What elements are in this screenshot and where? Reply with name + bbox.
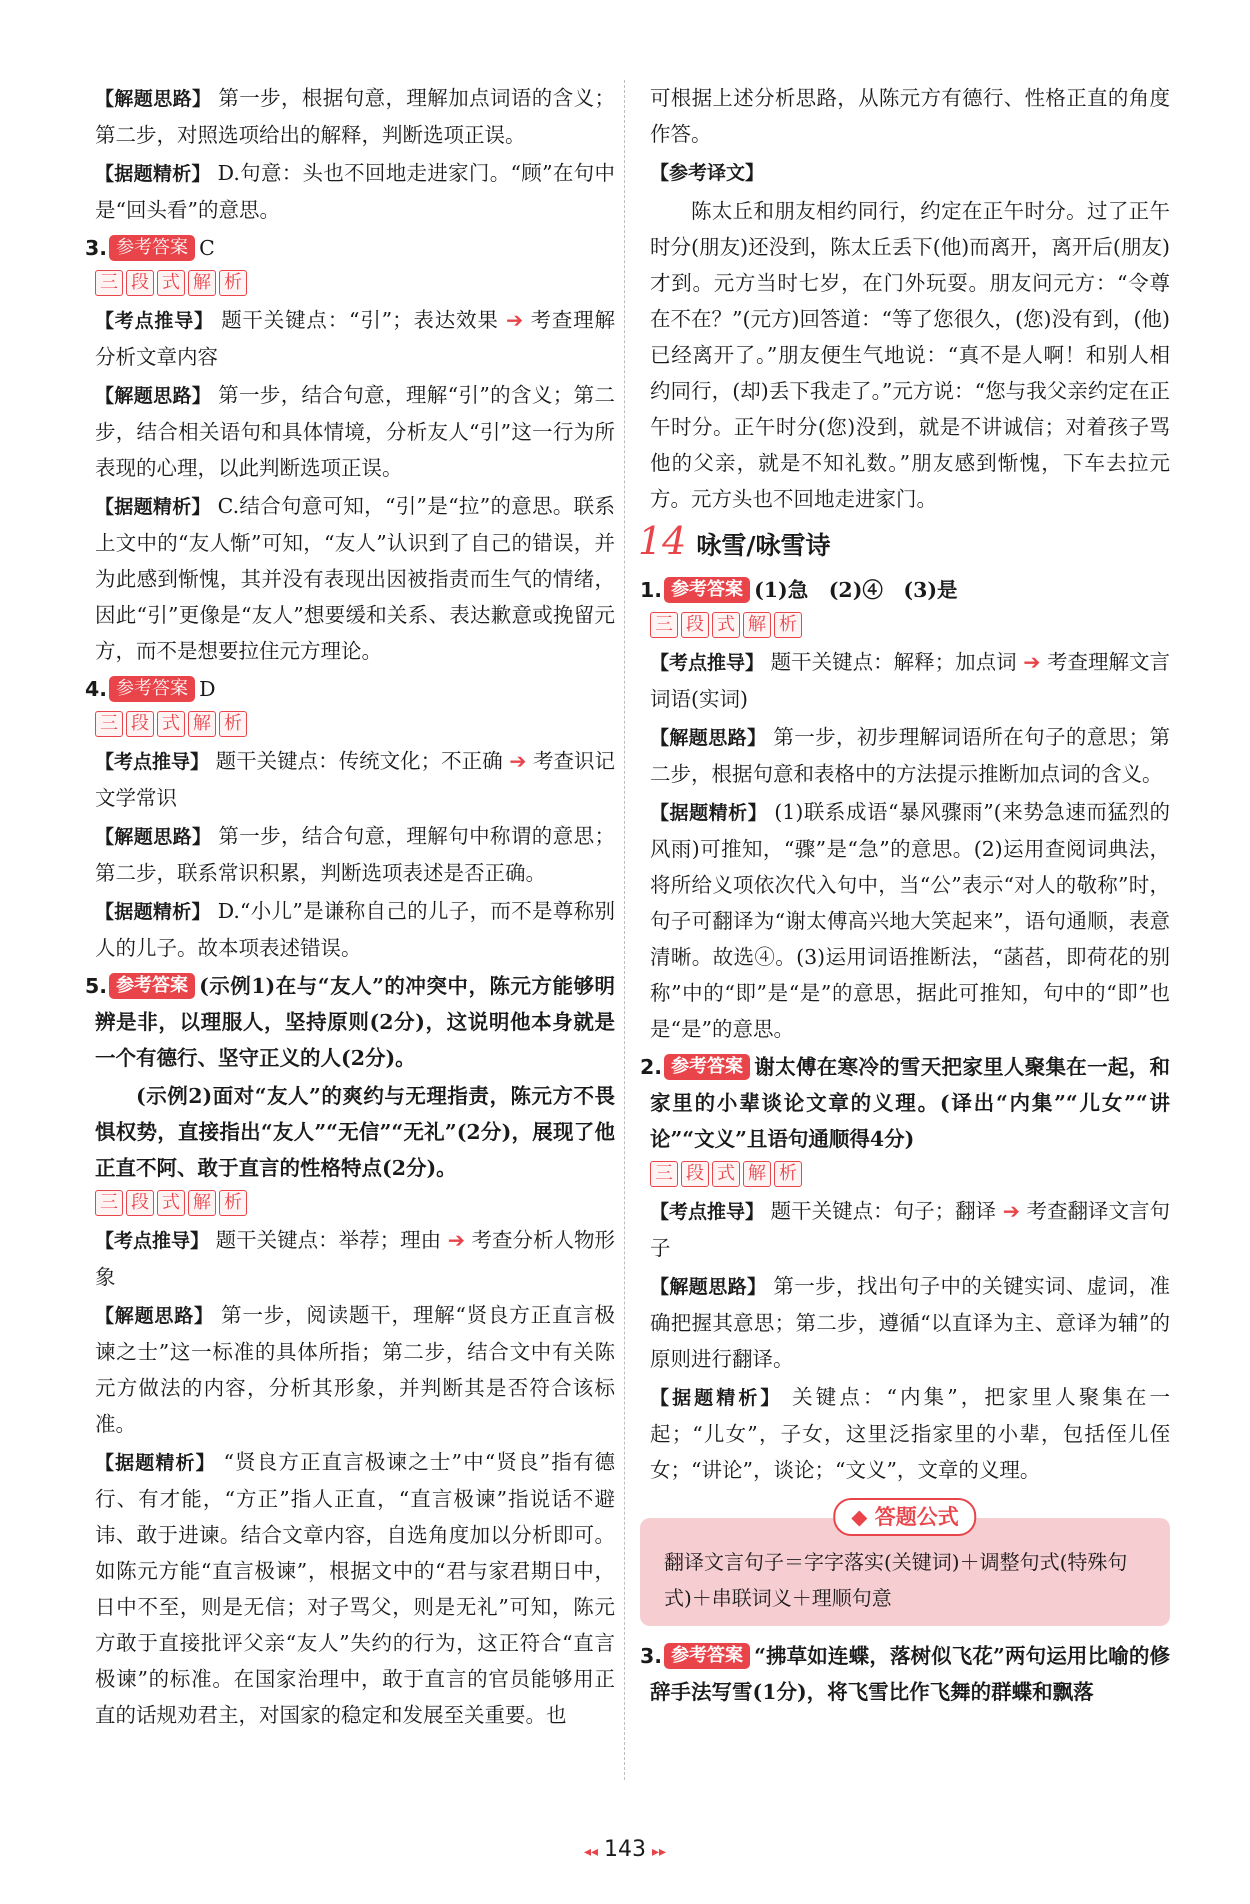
paragraph: 【据题精析】 D.“小儿”是谦称自己的儿子，而不是尊称别人的儿子。故本项表述错误。 xyxy=(95,899,615,960)
translation-heading: 【参考译文】 xyxy=(650,162,765,184)
formula-title: ◆ 答题公式 xyxy=(833,1498,976,1536)
formula-text: 翻译文言句子＝字字落实(关键词)＋调整句式(特殊句式)＋串联词义＋理顺句意 xyxy=(664,1550,1128,1610)
analysis-badge: 三 段 式 解 析 xyxy=(95,1190,615,1216)
paragraph: 【考点推导】 题干关键点：举荐；理由 ➔ 考查分析人物形象 xyxy=(95,1228,615,1289)
left-column xyxy=(85,80,615,1735)
lesson-heading xyxy=(638,519,1170,564)
translation-text: 陈太丘和朋友相约同行，约定在正午时分。过了正午时分(朋友)还没到，陈太丘丢下(他)而离开，离开后(朋友)才到。元方当时七岁，在门外玩耍。朋友问元方：“令尊在不在？”(元方)回答道：“等了您很久，(您)没有到，(他)已经离开了。”朋友便生气地说：“真不是人啊！和别人相约同行，(却)丢下我走了。”元方说：“您与我父亲约定在正午时分。正午时分(您)没到，就是不讲诚信；对着孩子骂他的父亲，就是不知礼数。”朋友感到惭愧，下车去拉元方。元方头也不回地走进家门。 xyxy=(650,199,1170,511)
question-5-answer: 5. 参考答案 (示例1)在与“友人”的冲突中，陈元方能够明辨是非，以理服人，坚持原则(2分)，这说明他本身就是一个有德行、坚守正义的人(2分)。 xyxy=(85,974,615,1070)
answer-badge: 参考答案 xyxy=(109,676,195,702)
answer-badge: 参考答案 xyxy=(109,235,195,261)
question-2-answer: 2. 参考答案 谢太傅在寒冷的雪天把家里人聚集在一起，和家里的小辈谈论文章的义理。(译出“内集”“儿女”“讲论”“文义”且语句通顺得4分) xyxy=(640,1055,1170,1151)
paragraph: (示例2)面对“友人”的爽约与无理指责，陈元方不畏惧权势，直接指出“友人”“无信”“无礼”(2分)，展现了他正直不阿、敢于直言的性格特点(2分)。 xyxy=(95,1084,615,1180)
answer-badge: 参考答案 xyxy=(109,973,195,999)
paragraph: 【据题精析】 D.句意：头也不回地走进家门。“顾”在句中是“回头看”的意思。 xyxy=(95,161,615,222)
paragraph: 【解题思路】 第一步，根据句意，理解加点词语的含义；第二步，对照选项给出的解释，判断选项正误。 xyxy=(95,86,615,147)
page-number: 143 xyxy=(604,1837,646,1862)
paragraph: 【据题精析】 (1)联系成语“暴风骤雨”(来势急速而猛烈的风雨)可推知，“骤”是“急”的意思。(2)运用查阅词典法，将所给义项依次代入句中，当“公”表示“对人的敬称”时，句子可翻译为“谢太傅高兴地大笑起来”，语句通顺，表意清晰。故选④。(3)运用词语推断法，“菡萏，即荷花的别称”中的“即”是“是”的意思，据此可推知，句中的“即”也是“是”的意思。 xyxy=(650,800,1170,1041)
analysis-badge: 三 段 式 解 析 xyxy=(95,270,615,296)
paragraph: 【考点推导】 题干关键点：传统文化；不正确 ➔ 考查识记文学常识 xyxy=(95,749,615,810)
chevron-left-icon: ◂◂ xyxy=(583,1844,598,1860)
arrow-icon: ➔ xyxy=(1002,1199,1020,1223)
paragraph: 【据题精析】 关键点：“内集”，把家里人聚集在一起；“儿女”，子女，这里泛指家里的小辈，包括侄儿侄女；“讲论”，谈论；“文义”，文章的义理。 xyxy=(650,1385,1170,1482)
lesson-number: 14 xyxy=(638,519,687,563)
analysis-badge: 三 段 式 解 析 xyxy=(650,612,1170,638)
analysis-badge: 三 段 式 解 析 xyxy=(95,711,615,737)
arrow-icon: ➔ xyxy=(1023,650,1041,674)
lesson-title: 咏雪/咏雪诗 xyxy=(696,531,831,560)
paragraph: 【解题思路】 第一步，结合句意，理解“引”的含义；第二步，结合相关语句和具体情境，分析友人“引”这一行为所表现的心理，以此判断选项正误。 xyxy=(95,383,615,480)
answer-badge: 参考答案 xyxy=(664,1054,750,1080)
answer-formula-box xyxy=(640,1505,1170,1626)
arrow-icon: ➔ xyxy=(447,1228,465,1252)
answer-badge: 参考答案 xyxy=(664,1643,750,1669)
paragraph: 【考点推导】 题干关键点：句子；翻译 ➔ 考查翻译文言句子 xyxy=(650,1199,1170,1260)
paragraph: 【解题思路】 第一步，阅读题干，理解“贤良方正直言极谏之士”这一标准的具体所指；第二步，结合文中有关陈元方做法的内容，分析其形象，并判断其是否符合该标准。 xyxy=(95,1303,615,1436)
question-3-answer: 3. 参考答案 C xyxy=(85,236,215,260)
question-1-answer: 1. 参考答案 (1)急 (2)④ (3)是 xyxy=(640,578,958,602)
column-divider xyxy=(624,80,625,1780)
answer-badge: 参考答案 xyxy=(664,577,750,603)
arrow-icon: ➔ xyxy=(509,749,527,773)
question-4-answer: 4. 参考答案 D xyxy=(85,677,216,701)
paragraph: 【考点推导】 题干关键点：“引”；表达效果 ➔ 考查理解分析文章内容 xyxy=(95,308,615,369)
paragraph: 【据题精析】 C.结合句意可知，“引”是“拉”的意思。联系上文中的“友人惭”可知，“友人”认识到了自己的错误，并为此感到惭愧，其并没有表现出因被指责而生气的情绪，因此“引”更像是“友人”想要缓和关系、表达歉意或挽留元方，而不是想要拉住元方理论。 xyxy=(95,494,615,663)
paragraph: 【据题精析】 “贤良方正直言极谏之士”中“贤良”指有德行、有才能，“方正”指人正直，“直言极谏”指说话不避讳、敢于进谏。结合文章内容，自选角度加以分析即可。如陈元方能“直言极谏”，根据文中的“君与家君期日中，日中不至，则是无信；对子骂父，则是无礼”可知，陈元方敢于直接批评父亲“友人”失约的行为，这正符合“直言极谏”的标准。在国家治理中，敢于直言的官员能够用正直的话规劝君主，对国家的稳定和发展至关重要。也 xyxy=(95,1450,615,1727)
paragraph: 可根据上述分析思路，从陈元方有德行、性格正直的角度作答。 xyxy=(650,86,1170,146)
paragraph: 【解题思路】 第一步，找出句子中的关键实词、虚词，准确把握其意思；第二步，遵循“以直译为主、意译为辅”的原则进行翻译。 xyxy=(650,1274,1170,1371)
right-column xyxy=(638,80,1170,1712)
question-3-answer: 3. 参考答案 “拂草如连蝶，落树似飞花”两句运用比喻的修辞手法写雪(1分)，将飞雪比作飞舞的群蝶和飘落 xyxy=(640,1644,1170,1704)
analysis-badge: 三 段 式 解 析 xyxy=(650,1161,1170,1187)
paragraph: 【解题思路】 第一步，初步理解词语所在句子的意思；第二步，根据句意和表格中的方法提示推断加点词的含义。 xyxy=(650,725,1170,786)
chevron-right-icon: ▸▸ xyxy=(652,1844,667,1860)
paragraph: 【考点推导】 题干关键点：解释；加点词 ➔ 考查理解文言词语(实词) xyxy=(650,650,1170,711)
page-footer xyxy=(0,1837,1250,1862)
arrow-icon: ➔ xyxy=(506,308,524,332)
paragraph: 【解题思路】 第一步，结合句意，理解句中称谓的意思；第二步，联系常识积累，判断选项表述是否正确。 xyxy=(95,824,615,885)
